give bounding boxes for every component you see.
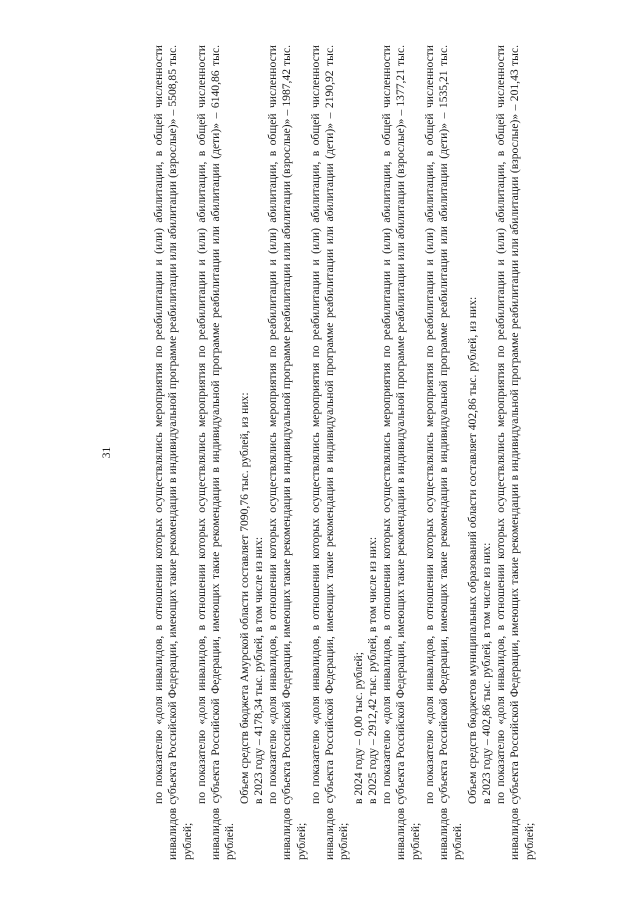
paragraph-year-2025: в 2025 году – 2912,42 тыс. рублей, в том числе из них:: [365, 536, 379, 804]
page-number: 31: [101, 446, 113, 459]
paragraph-municipal-budget-total: Объем средств бюджетов муниципальных образований области составляет 402,86 тыс. рублей, из них:: [465, 296, 479, 804]
paragraph-indicator-adults: по показателю «доля инвалидов, в отношении которых осуществлялись мероприятия по реабилитации и (или) абилитации, в общей численности инвалидов субъекта Российской Федерации, имеющих такие рекомендации в индивидуальной программе реабилитации или абилитации (взрослые)» – 201,43 тыс. рублей;: [494, 45, 536, 860]
paragraph-indicator-adults: по показателю «доля инвалидов, в отношении которых осуществлялись мероприятия по реабилитации и (или) абилитации, в общей численности инвалидов субъекта Российской Федерации, имеющих такие рекомендации в индивидуальной программе реабилитации или абилитации (взрослые)» – 1987,42 тыс. рублей;: [266, 45, 308, 860]
paragraph-year-2023: в 2023 году – 402,86 тыс. рублей, в том числе из них:: [479, 542, 493, 804]
paragraph-year-2023: в 2023 году – 4178,34 тыс. рублей, в том числе из них:: [251, 536, 265, 804]
paragraph-indicator-children: по показателю «доля инвалидов, в отношении которых осуществлялись мероприятия по реабилитации и (или) абилитации, в общей численности инвалидов субъекта Российской Федерации, имеющих такие рекомендации в индивидуальной программе реабилитации или абилитации (дети)» – 6140,86 тыс. рублей.: [194, 45, 237, 860]
rotated-text-block: [100, 45, 540, 860]
paragraph-indicator-children: по показателю «доля инвалидов, в отношении которых осуществлялись мероприятия по реабилитации и (или) абилитации, в общей численности инвалидов субъекта Российской Федерации, имеющих такие рекомендации в индивидуальной программе реабилитации или абилитации (дети)» – 2190,92 тыс. рублей;: [308, 45, 351, 860]
paragraph-year-2024: в 2024 году – 0,00 тыс. рублей;: [351, 652, 365, 804]
paragraph-indicator-children: по показателю «доля инвалидов, в отношении которых осуществлялись мероприятия по реабилитации и (или) абилитации, в общей численности инвалидов субъекта Российской Федерации, имеющих такие рекомендации в индивидуальной программе реабилитации или абилитации (дети)» – 1535,21 тыс. рублей.: [422, 45, 465, 860]
paragraph-indicator-adults: по показателю «доля инвалидов, в отношении которых осуществлялись мероприятия по реабилитации и (или) абилитации, в общей численности инвалидов субъекта Российской Федерации, имеющих такие рекомендации в индивидуальной программе реабилитации или абилитации (взрослые)» – 5508,85 тыс. рублей;: [152, 45, 194, 860]
document-body: [152, 45, 537, 860]
paragraph-indicator-adults: по показателю «доля инвалидов, в отношении которых осуществлялись мероприятия по реабилитации и (или) абилитации, в общей численности инвалидов субъекта Российской Федерации, имеющих такие рекомендации в индивидуальной программе реабилитации или абилитации (взрослые)» – 1377,21 тыс. рублей;: [380, 45, 422, 860]
paragraph-regional-budget-total: Объем средств бюджета Амурской области составляет 7090,76 тыс. рублей, из них:: [237, 392, 251, 804]
